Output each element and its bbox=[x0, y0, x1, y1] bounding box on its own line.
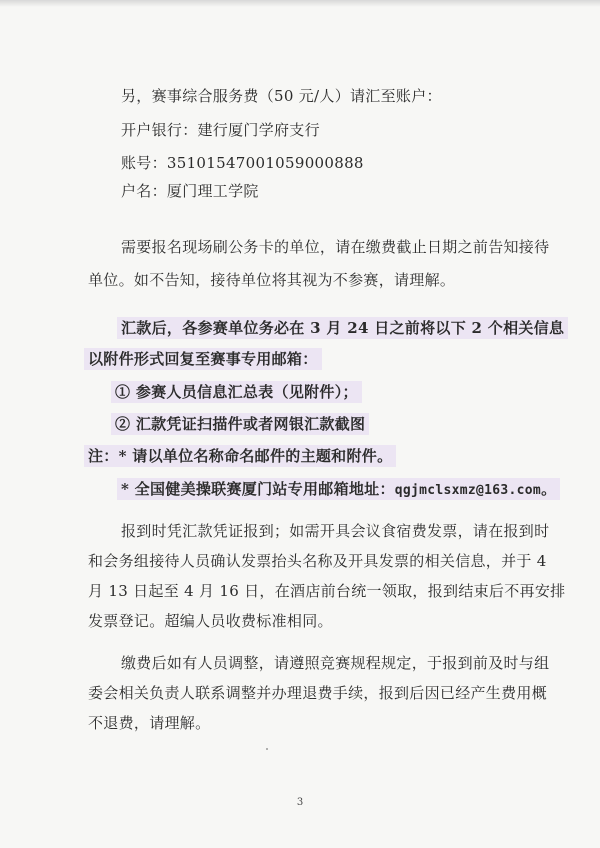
invoice-line: 发票登记。超编人员收费标准相同。 bbox=[88, 612, 333, 630]
email-label: * 全国健美操联赛厦门站专用邮箱地址： bbox=[121, 480, 395, 498]
remit-item-2: ② 汇款凭证扫描件或者网银汇款截图 bbox=[115, 414, 369, 434]
remit-instruction-line: 以附件形式回复至赛事专用邮箱： bbox=[88, 349, 322, 369]
remit-item-1: ① 参赛人员信息汇总表（见附件）； bbox=[115, 382, 362, 402]
remit-instruction-line: 汇款后，各参赛单位务必在 3 月 24 日之前将以下 2 个相关信息 bbox=[121, 318, 568, 338]
account-holder: 户名：厦门理工学院 bbox=[121, 182, 259, 200]
invoice-line: 月 13 日起至 4 月 16 日，在酒店前台统一领取，报到结束后不再安排 bbox=[88, 582, 566, 600]
invoice-line: 和会务组接待人员确认发票抬头名称及开具发票的相关信息，并于 4 bbox=[88, 552, 547, 570]
refund-line: 委会相关负责人联系调整并办理退费手续，报到后因已经产生费用概 bbox=[88, 684, 548, 702]
refund-line: 不退费，请理解。 bbox=[88, 714, 211, 732]
remit-email-line: * 全国健美操联赛厦门站专用邮箱地址：qgjmclsxmz@163.com。 bbox=[121, 479, 560, 501]
scan-top-edge bbox=[0, 0, 600, 7]
card-note-line: 需要报名现场刷公务卡的单位，请在缴费截止日期之前告知接待 bbox=[121, 238, 550, 256]
invoice-line: 报到时凭汇款凭证报到；如需开具会议食宿费发票，请在报到时 bbox=[121, 522, 550, 540]
card-note-line: 单位。如不告知，接待单位将其视为不参赛，请理解。 bbox=[88, 271, 456, 289]
remit-note: 注：* 请以单位名称命名邮件的主题和附件。 bbox=[88, 446, 396, 466]
email-address: qgjmclsxmz@163.com bbox=[394, 483, 542, 498]
page-number: 3 bbox=[296, 797, 304, 808]
bank-name: 开户银行：建行厦门学府支行 bbox=[121, 121, 320, 139]
fee-note: 另，赛事综合服务费（50 元/人）请汇至账户： bbox=[121, 87, 442, 105]
account-number: 账号：35101547001059000888 bbox=[121, 154, 364, 172]
scan-speck bbox=[266, 748, 268, 750]
refund-line: 缴费后如有人员调整，请遵照竞赛规程规定，于报到前及时与组 bbox=[121, 654, 550, 672]
